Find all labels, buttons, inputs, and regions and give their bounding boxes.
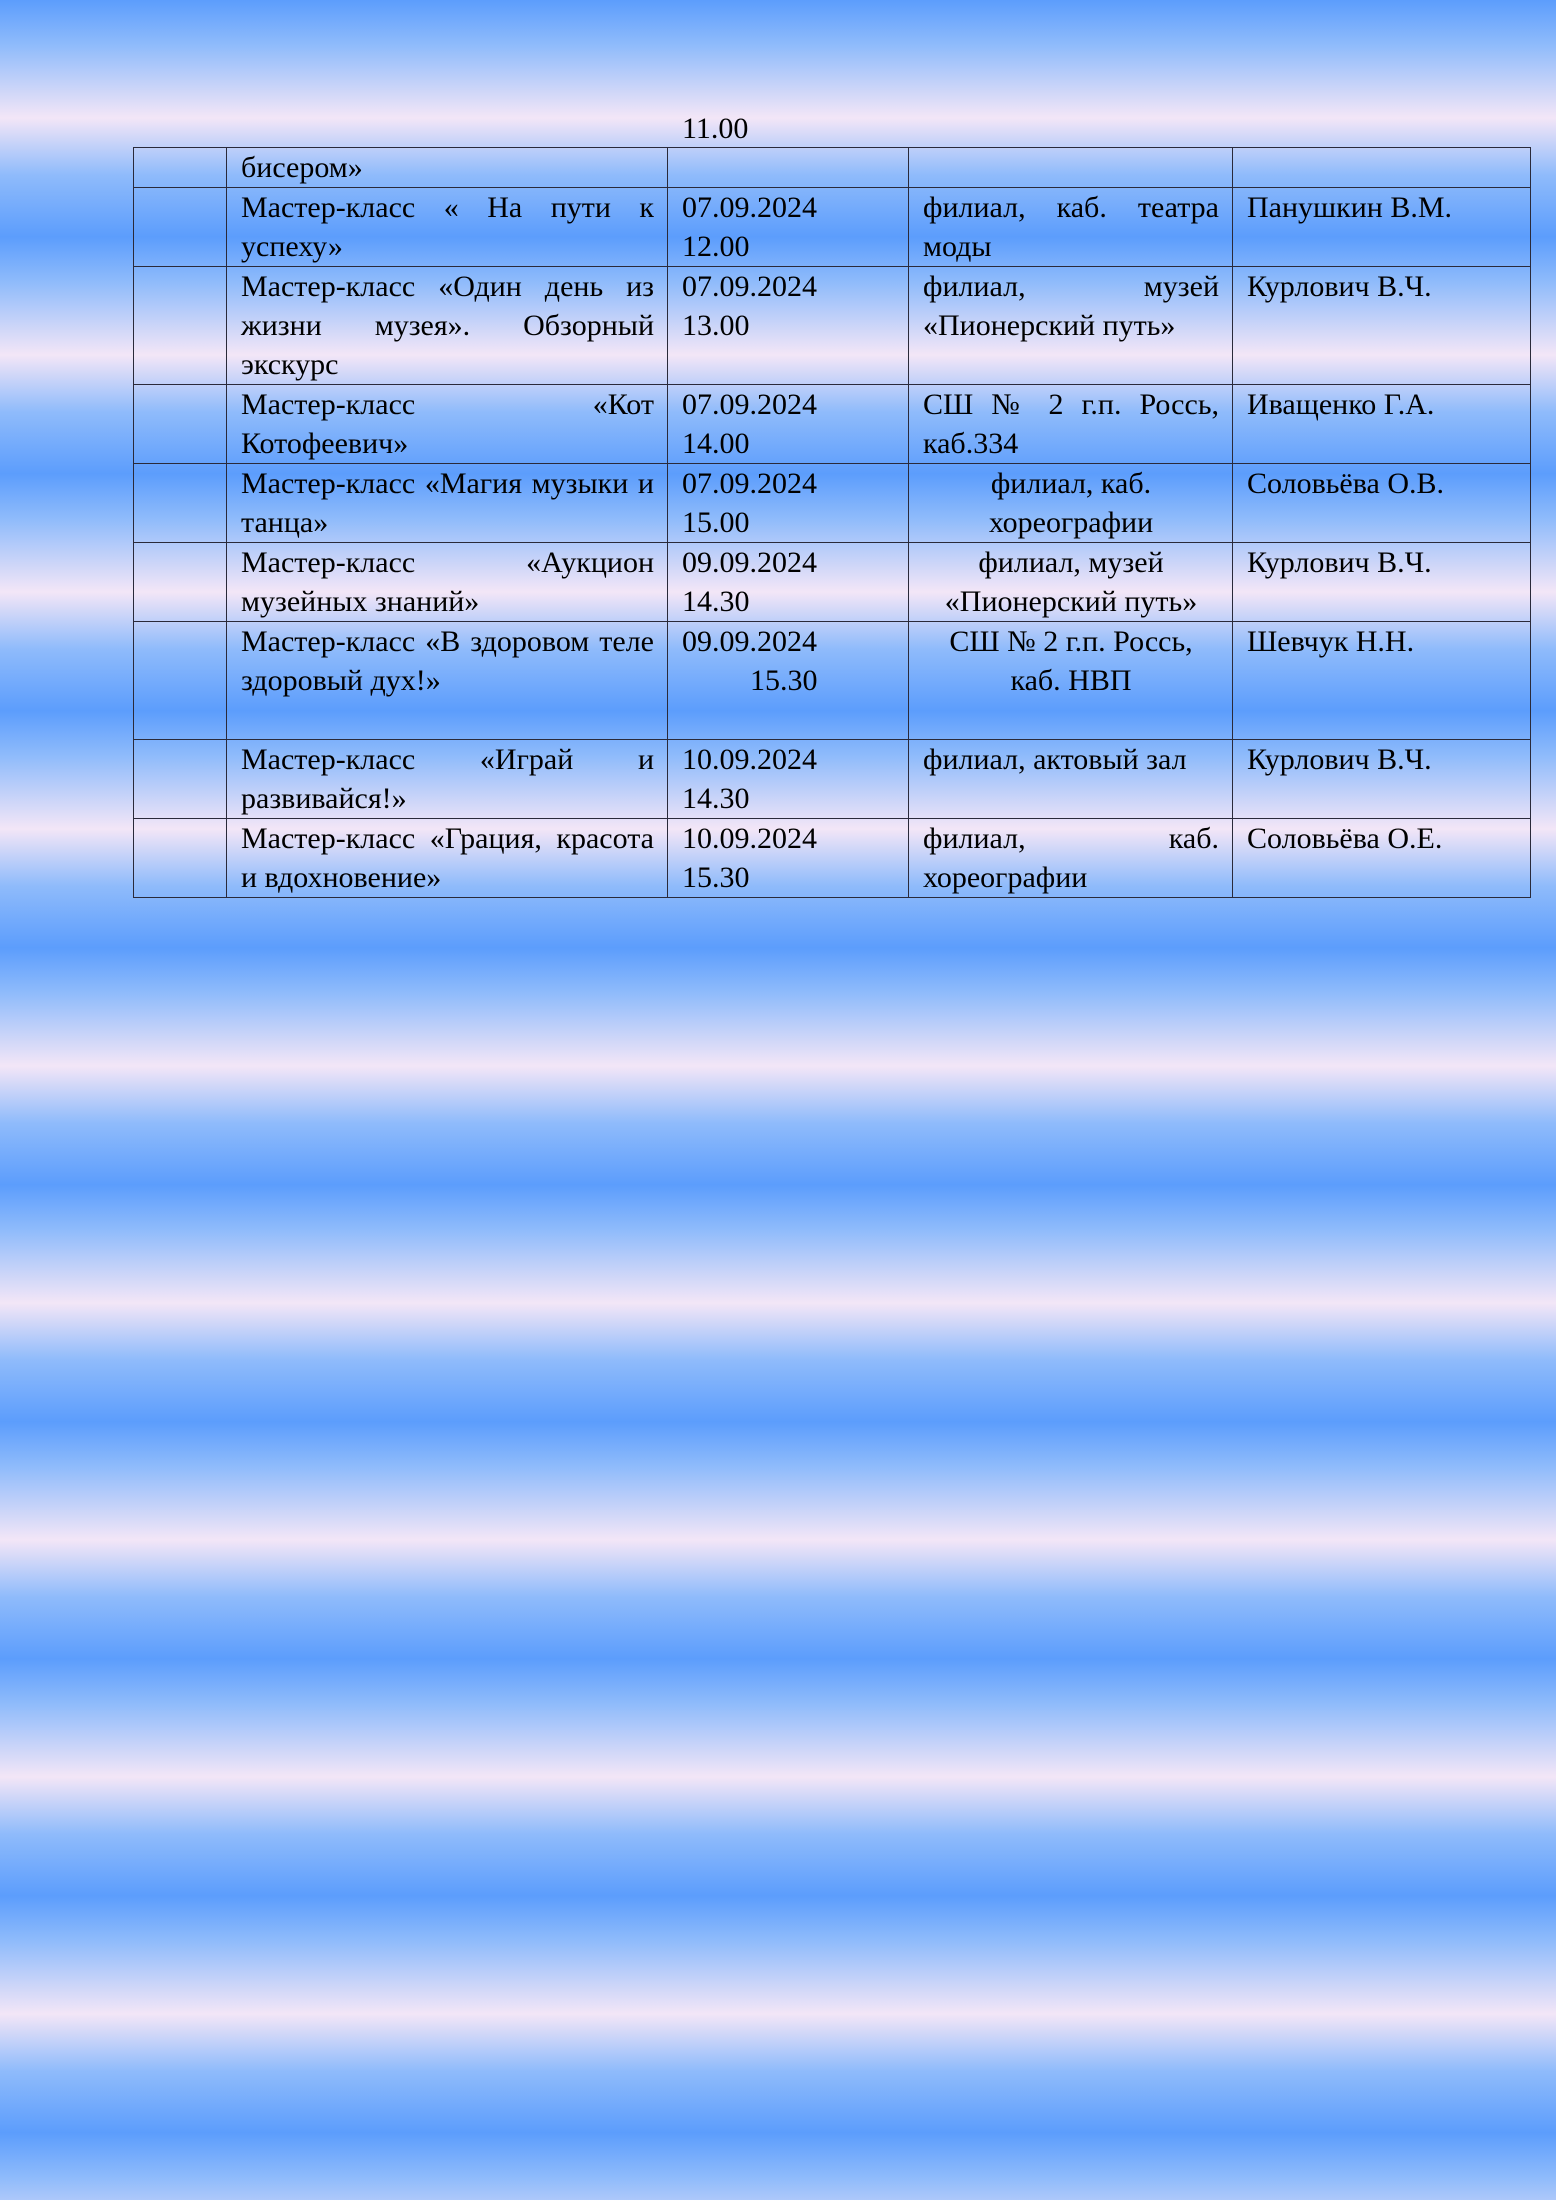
schedule-table <box>133 112 1531 898</box>
cell-number <box>134 819 227 898</box>
event-time: 11.00 <box>682 112 749 145</box>
event-date: 07.09.2024 <box>682 270 817 303</box>
cell-number <box>134 188 227 267</box>
event-date: 07.09.2024 <box>682 191 817 224</box>
event-time: 15.00 <box>682 506 750 539</box>
table-row <box>134 188 1531 267</box>
cell-responsible: Курлович В.Ч. <box>1233 267 1531 385</box>
table-row <box>134 267 1531 385</box>
cell-responsible: Соловьёва О.Е. <box>1233 819 1531 898</box>
cell-number <box>134 622 227 740</box>
event-time: 13.00 <box>682 309 750 342</box>
place-line: «Пионерский путь» <box>944 585 1198 618</box>
cell-responsible: Курлович В.Ч. <box>1233 543 1531 622</box>
place-line: филиал, каб. <box>990 467 1152 500</box>
cell-date-time <box>668 819 909 898</box>
place-line: каб. НВП <box>1010 664 1132 697</box>
table-row <box>134 148 1531 188</box>
cell-date-time <box>668 543 909 622</box>
cell-event-name: Мастер-класс «Играй и развивайся!» <box>227 740 668 819</box>
place-line: СШ № 2 г.п. Россь, <box>949 625 1193 658</box>
cell-event-name: Мастер-класс «Грация, красота и вдохновение» <box>227 819 668 898</box>
event-date: 09.09.2024 <box>682 546 817 579</box>
cell-number <box>134 543 227 622</box>
cell-place: филиал, музей «Пионерский путь» <box>909 267 1233 385</box>
cell-date-time <box>668 267 909 385</box>
event-time: 15.30 <box>682 861 750 894</box>
table-row <box>134 622 1531 740</box>
event-date: 10.09.2024 <box>682 743 817 776</box>
table-row <box>134 543 1531 622</box>
cell-place <box>909 148 1233 188</box>
cell-responsible: Соловьёва О.В. <box>1233 464 1531 543</box>
cell-responsible <box>1233 148 1531 188</box>
cell-date-time <box>668 385 909 464</box>
cell-event-name: бисером» <box>227 148 668 188</box>
cell-responsible: Шевчук Н.Н. <box>1233 622 1531 740</box>
cell-place <box>909 464 1233 543</box>
event-time: 14.30 <box>682 782 750 815</box>
event-time: 12.00 <box>682 230 750 263</box>
cell-event-name: Мастер-класс «Аукцион музейных знаний» <box>227 543 668 622</box>
cell-date-time <box>668 188 909 267</box>
cell-place: филиал, каб. хореографии <box>909 819 1233 898</box>
cell-place: СШ № 2 г.п. Россь, каб.334 <box>909 385 1233 464</box>
cell-date-time <box>668 740 909 819</box>
event-time: 14.00 <box>682 427 750 460</box>
cell-event-name: Мастер-класс «В здоровом теле здоровый дух!» <box>227 622 668 740</box>
cell-event-name: Мастер-класс «Один день из жизни музея». Обзорный экскурс <box>227 267 668 385</box>
place-line: хореографии <box>988 506 1154 539</box>
place-line: филиал, музей <box>978 546 1164 579</box>
cell-date-time <box>668 112 909 188</box>
event-date: 07.09.2024 <box>682 388 817 421</box>
cell-event-name: Мастер-класс « На пути к успеху» <box>227 188 668 267</box>
event-date: 10.09.2024 <box>682 822 817 855</box>
event-date: 07.09.2024 <box>682 467 817 500</box>
cell-responsible: Курлович В.Ч. <box>1233 740 1531 819</box>
cell-responsible: Панушкин В.М. <box>1233 188 1531 267</box>
cell-number <box>134 148 227 188</box>
table-row <box>134 819 1531 898</box>
cell-place: филиал, каб. театра моды <box>909 188 1233 267</box>
cell-number <box>134 385 227 464</box>
cell-event-name: Мастер-класс «Магия музыки и танца» <box>227 464 668 543</box>
cell-date-time <box>668 464 909 543</box>
cell-place: филиал, актовый зал <box>909 740 1233 819</box>
cell-place <box>909 622 1233 740</box>
event-date: 09.09.2024 <box>682 625 817 658</box>
cell-place <box>909 543 1233 622</box>
cell-number <box>134 267 227 385</box>
table-row <box>134 464 1531 543</box>
table-row <box>134 385 1531 464</box>
cell-date-time <box>668 622 909 740</box>
cell-event-name: Мастер-класс «Кот Котофеевич» <box>227 385 668 464</box>
event-time: 15.30 <box>750 664 818 697</box>
cell-number <box>134 740 227 819</box>
cell-responsible: Иващенко Г.А. <box>1233 385 1531 464</box>
table-row <box>134 740 1531 819</box>
event-time: 14.30 <box>682 585 750 618</box>
cell-number <box>134 464 227 543</box>
